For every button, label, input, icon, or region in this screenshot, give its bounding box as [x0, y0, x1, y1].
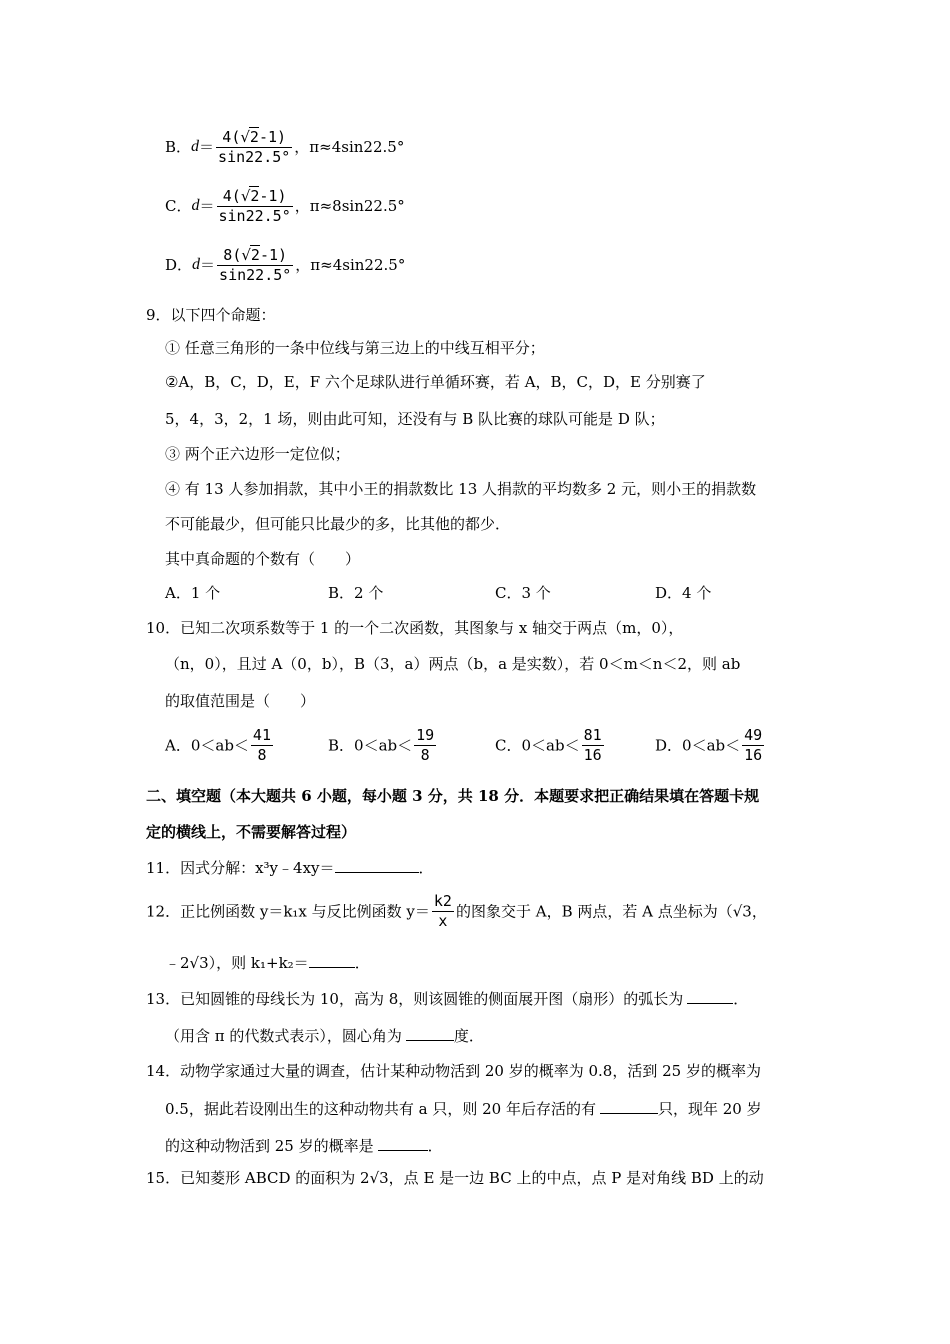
q10-option-c: C．0＜ab＜ $\frac{81}{16}$	[495, 726, 602, 764]
q9-proposition-2-line2: 5，4，3，2，1 场，则由此可知，还没有与 B 队比赛的球队可能是 D 队；	[165, 410, 665, 428]
q9-option-b: B．2 个	[328, 584, 384, 602]
q14-survivors-blank[interactable]	[600, 1098, 658, 1114]
q10-option-d: D．0＜ab＜ $\frac{49}{16}$	[655, 726, 763, 764]
q10-line1: 10．已知二次项系数等于 1 的一个二次函数，其图象与 x 轴交于两点（m，0），	[146, 619, 684, 637]
section-2-heading-line2: 定的横线上，不需要解答过程）	[146, 823, 357, 841]
q10-line3: 的取值范围是（ ）	[165, 692, 316, 710]
q14-line1: 14．动物学家通过大量的调查，估计某种动物活到 20 岁的概率为 0.8，活到 25 岁的概率为	[146, 1062, 761, 1080]
q9-proposition-3: ③ 两个正六边形一定位似；	[165, 445, 350, 463]
q9-stem: 9．以下四个命题：	[146, 306, 276, 324]
q12-line2: ﹣2√3），则 k₁+k₂＝ ．	[165, 954, 370, 972]
q8-option-d-fraction: $\frac{8(√2-1)}{\sin 22.5^\circ}$	[219, 246, 292, 284]
q9-proposition-4-line2: 不可能最少，但可能只比最少的多，比其他的都少．	[165, 515, 511, 533]
q8-option-c-fraction: $\frac{4(√2-1)}{\sin 22.5^\circ}$	[218, 187, 291, 225]
q10-option-a: A．0＜ab＜ $\frac{41}{8}$	[165, 726, 271, 764]
q12-line1: 12．正比例函数 y＝k₁x 与反比例函数 y＝ $\frac{k2}{x}$ 的图象交于 A，B 两点，若 A 点坐标为（√3，	[146, 892, 767, 930]
q8-option-d: D．d＝ $\frac{8(√2-1)}{\sin 22.5^\circ}$ ，π≈4sin22.5°	[165, 246, 406, 284]
q9-question: 其中真命题的个数有（ ）	[165, 550, 361, 568]
q9-option-a: A．1 个	[165, 584, 221, 602]
q10-option-b: B．0＜ab＜ $\frac{19}{8}$	[328, 726, 435, 764]
q13-line1: 13．已知圆锥的母线长为 10，高为 8，则该圆锥的侧面展开图（扇形）的弧长为 ．	[146, 990, 749, 1008]
q14-line2: 0.5，据此若设刚出生的这种动物共有 a 只，则 20 年后存活的有 只，现年 20 岁	[165, 1100, 762, 1118]
q14-probability-blank[interactable]	[378, 1135, 428, 1151]
q15-line1: 15．已知菱形 ABCD 的面积为 2√3，点 E 是一边 BC 上的中点，点 P 是对角线 BD 上的动	[146, 1169, 764, 1187]
q8-option-c: C．d＝ $\frac{4(√2-1)}{\sin 22.5^\circ}$ ，π≈8sin22.5°	[165, 187, 405, 225]
section-2-heading-line1: 二、填空题（本大题共 6 小题，每小题 3 分，共 18 分．本题要求把正确结果填在答题卡规	[146, 787, 760, 805]
q8-option-b-fraction: $\frac{4(√2-1)}{\sin 22.5^\circ}$	[218, 128, 291, 166]
q8-option-b: B．d＝ $\frac{4(√2-1)}{\sin 22.5^\circ}$ ，π≈4sin22.5°	[165, 128, 405, 166]
q9-proposition-4-line1: ④ 有 13 人参加捐款，其中小王的捐款数比 13 人捐款的平均数多 2 元，则小王的捐款数	[165, 480, 757, 498]
q11-answer-blank[interactable]	[335, 857, 419, 873]
q9-proposition-2-line1: ②A，B，C，D，E，F 六个足球队进行单循环赛，若 A，B，C，D，E 分别赛了	[165, 373, 706, 391]
q9-option-d: D．4 个	[655, 584, 712, 602]
q14-line3: 的这种动物活到 25 岁的概率是 ．	[165, 1137, 443, 1155]
q11: 11．因式分解：x³y﹣4xy＝ ．	[146, 859, 434, 877]
q12-answer-blank[interactable]	[309, 952, 355, 968]
q13-line2: （用含 π 的代数式表示），圆心角为 度．	[165, 1027, 484, 1045]
q10-line2: （n，0），且过 A（0，b），B（3，a）两点（b，a 是实数），若 0＜m＜n＜2，则 ab	[165, 655, 741, 673]
q13-angle-blank[interactable]	[406, 1025, 454, 1041]
q9-proposition-1: ① 任意三角形的一条中位线与第三边上的中线互相平分；	[165, 339, 545, 357]
q9-option-c: C．3 个	[495, 584, 551, 602]
q13-arc-length-blank[interactable]	[687, 988, 733, 1004]
